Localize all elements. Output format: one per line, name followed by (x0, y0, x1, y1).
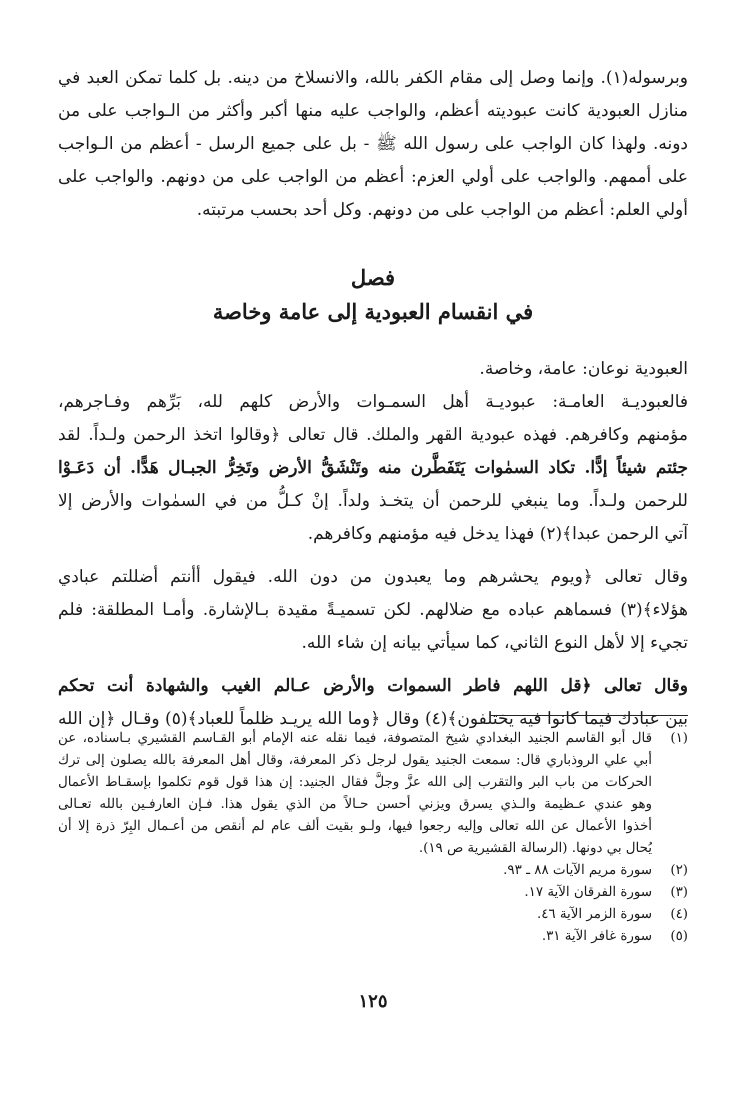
intro-line: العبودية نوعان: عامة، وخاصة. (479, 359, 688, 379)
text-line: على أممهم. والواجب على أولي العزم: أعظم من الواجب على من دونهم. والواجب على (58, 167, 688, 187)
footnote-line: أخذوا الأعمال عن الله تعالى وإليه رجعوا فيها، ولـو بقيت ألف عام لم أنقص من أعـمال البِرّ ذرة إلا أن (58, 819, 652, 834)
section-title: فصل (350, 265, 396, 290)
text-line: فالعبوديـة العامـة: عبوديـة أهل السمـوات والأرض كلهم لله، بَرِّهم وفـاجرهم، (58, 392, 688, 412)
footnote-line: الحركات من باب البر والتقرب إلى الله عزَّ وجلَّ فقال الجنيد: إن هذا قول قوم تكلموا بإسقـاط الأعمال (58, 775, 652, 790)
text-line: آتي الرحمن عبدا﴾(٢) فهذا يدخل فيه مؤمنهم وكافرهم. (307, 524, 688, 544)
footnote-5 (58, 926, 688, 948)
text-line: دونه. ولهذا كان الواجب على رسول الله ﷺ - بل على جميع الرسل - أعظم من الـواجب (58, 134, 688, 154)
text-line: وقال تعالى ﴿قل اللهم فاطر السموات والأرض عـالم الغيب والشهادة أنت تحكم (58, 676, 688, 696)
footnote-number: (١) (670, 731, 688, 746)
footnote-line: سورة مريم الآيات ٨٨ ـ ٩٣. (503, 863, 652, 878)
paragraph-3 (58, 561, 688, 660)
footnote-2 (58, 860, 688, 882)
footnote-1 (58, 728, 688, 860)
paragraph-1 (58, 62, 688, 227)
text-line: وقال تعالى ﴿ويوم يحشرهم وما يعبدون من دون الله. فيقول أأنتم أضللتم عبادي (58, 567, 688, 587)
footnote-number: (٤) (670, 907, 688, 922)
footnote-separator (490, 715, 688, 716)
section-subtitle: في انقسام العبودية إلى عامة وخاصة (212, 299, 534, 324)
text-line: منازل العبودية كانت عبوديته أعظم، والواجب عليه منها أكبر وأكثر من الـواجب على من (58, 101, 688, 121)
text-line: جئتم شيئاً إدًّا. تكاد السمٰوات يَتَفَطَّرن منه وتَنْشَقُّ الأرض وتَخِرُّ الجبـال هَدًّا. أن دَعَـوْا (58, 458, 688, 478)
text-line: للرحمن ولـداً. وما ينبغي للرحمن أن يتخـذ ولداً. إنْ كـلُّ من في السمٰوات والأرض إلا (58, 491, 688, 511)
footnote-line: يُحال بي دونها. (الرسالة القشيرية ص ١٩). (418, 841, 652, 856)
footnote-number: (٣) (670, 885, 688, 900)
paragraph-2 (58, 386, 688, 551)
footnote-number: (٢) (670, 863, 688, 878)
paragraph-4 (58, 670, 688, 736)
footnote-3 (58, 882, 688, 904)
footnote-line: قال أبو القاسم الجنيد البغدادي شيخ المتصوفة، فيما نقله عنه الإمام أبو القـاسم القشيري بـاسناده، عن (58, 731, 652, 746)
footnote-line: وهو عندي عـظيمة والـذي يسرق ويزني أحسن حـالاً من الذي يقول هذا. فـإن العارفـين بالله تعـالى (58, 797, 652, 812)
text-line: أولي العلم: أعظم من الواجب على من دونهم. وكل أحد بحسب مرتبته. (196, 200, 688, 220)
footnote-number: (٥) (670, 929, 688, 944)
footnote-line: أبي علي الروذباري قال: سمعت الجنيد يقول لرجل ذكر المعرفة، وقال أهل المعرفة بالله يصلون إلى ترك (58, 753, 652, 768)
text-line: مؤمنهم وكافرهم. فهذه عبودية القهر والملك. قال تعالى ﴿وقالوا اتخذ الرحمن ولـداً. لقد (58, 425, 688, 445)
page-number: ١٢٥ (358, 991, 388, 1012)
footnotes (58, 728, 688, 948)
footnote-line: سورة الفرقان الآية ١٧. (524, 885, 652, 900)
footnote-line: سورة الزمر الآية ٤٦. (536, 907, 652, 922)
text-line: بين عبادك فيما كانوا فيه يختلفون﴾(٤) وقال ﴿وما الله يريـد ظلماً للعباد﴾(٥) وقـال ﴿إن الله (58, 709, 688, 729)
footnote-line: سورة غافر الآية ٣١. (541, 929, 652, 944)
text-line: وبرسوله(١). وإنما وصل إلى مقام الكفر بالله، والانسلاخ من دينه. بل كلما تمكن العبد في (58, 68, 688, 88)
text-line: تجيء إلا لأهل النوع الثاني، كما سيأتي بيانه إن شاء الله. (301, 633, 688, 653)
footnote-4 (58, 904, 688, 926)
text-line: هؤلاء﴾(٣) فسماهم عباده مع ضلالهم. لكن تسميـةً مقيدة بـالإشارة. وأمـا المطلقة: فلم (58, 600, 688, 620)
